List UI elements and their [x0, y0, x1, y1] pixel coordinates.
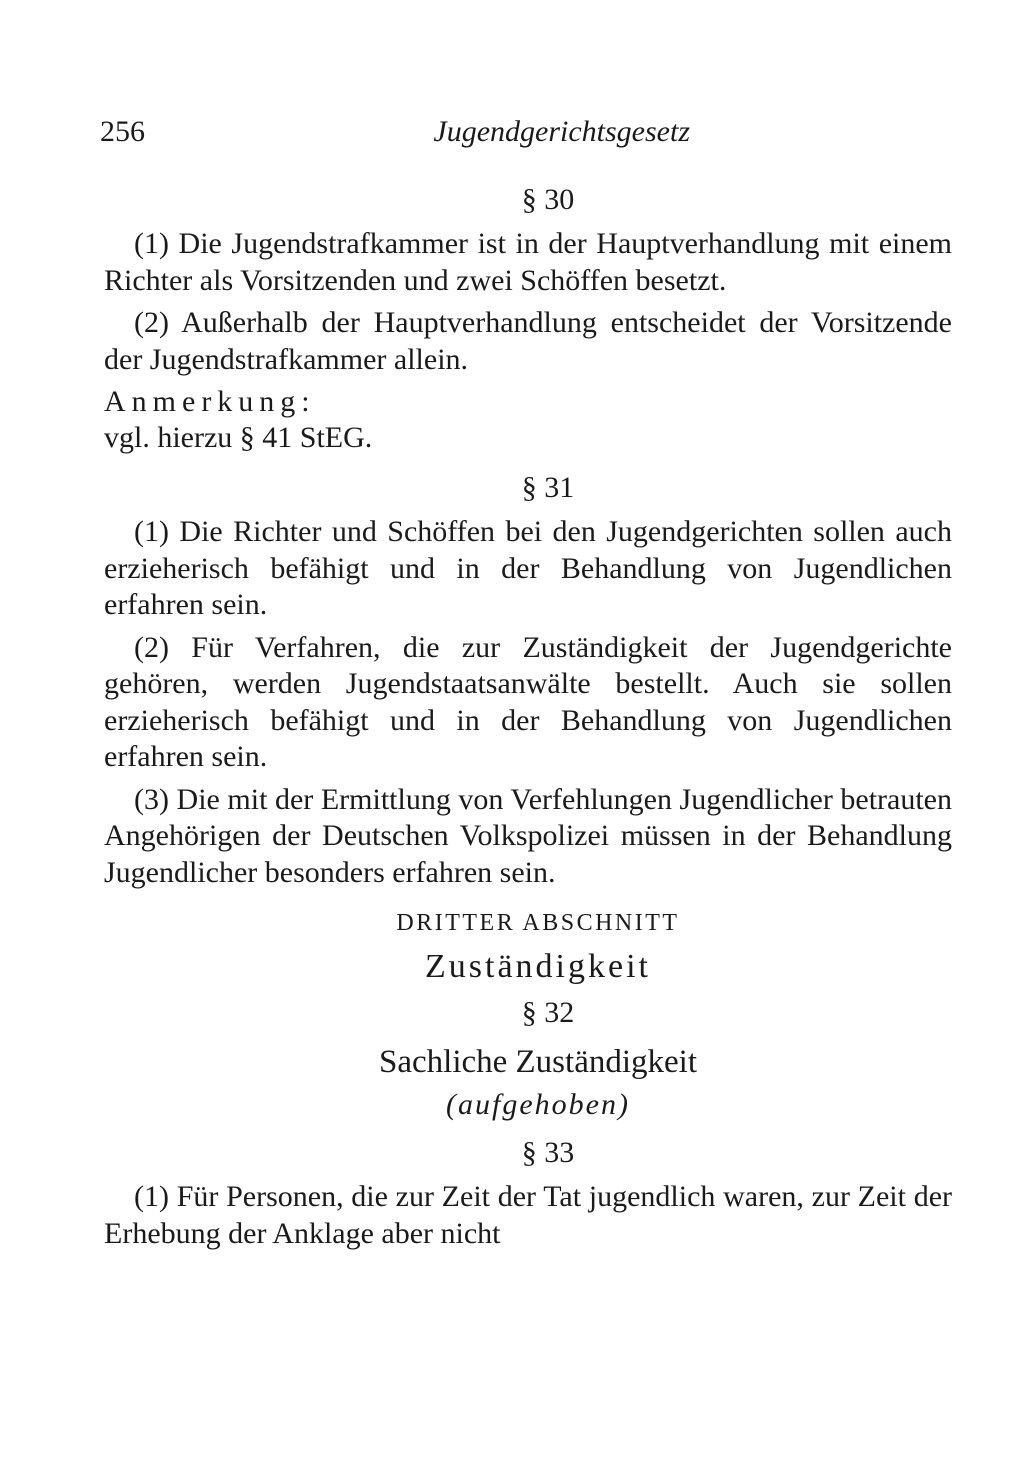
section-31-paragraph-1: (1) Die Richter und Schöffen bei den Jugendgerichten sollen auch erzieherisch befähigt und in der Behandlung von Jugendlichen erfahren sein.	[104, 515, 952, 621]
section-31-paragraph-2: (2) Für Verfahren, die zur Zuständigkeit der Jugendgerichte gehören, werden Jugendstaatsanwälte bestellt. Auch sie sollen erzieherisch befähigt und in der Behandlung von Jugendlichen erfahren sein.	[104, 630, 952, 773]
section-30-paragraph-2: (2) Außerhalb der Hauptverhandlung entscheidet der Vorsitzende der Jugendstrafkammer allein.	[104, 306, 952, 376]
section-30-heading: § 30	[521, 183, 575, 216]
page-number: 256	[100, 115, 145, 148]
chapter-title: Zuständigkeit	[425, 948, 651, 985]
annotation-text: vgl. hierzu § 41 StEG.	[104, 421, 373, 454]
page-body	[104, 178, 952, 1258]
section-32-title: Sachliche Zuständigkeit	[379, 1044, 697, 1080]
section-33-heading: § 33	[521, 1136, 575, 1169]
section-31-paragraph-3: (3) Die mit der Ermittlung von Verfehlungen Jugendlicher betrauten Angehörigen der Deutschen Volkspolizei müssen in der Behandlung Jugendlicher besonders erfahren sein.	[104, 782, 952, 889]
section-30-paragraph-1: (1) Die Jugendstrafkammer ist in der Hauptverhandlung mit einem Richter als Vorsitzenden und zwei Schöffen besetzt.	[104, 227, 952, 297]
section-33-paragraph-1: (1) Für Personen, die zur Zeit der Tat jugendlich waren, zur Zeit der Erhebung der Anklage aber nicht	[104, 1180, 952, 1250]
section-32-note: (aufgehoben)	[446, 1088, 630, 1121]
chapter-label: DRITTER ABSCHNITT	[396, 910, 680, 936]
section-32-heading: § 32	[521, 996, 575, 1029]
annotation-label: Anmerkung:	[104, 385, 316, 418]
running-title: Jugendgerichtsgesetz	[433, 115, 690, 148]
page-header	[100, 112, 690, 152]
section-31-heading: § 31	[521, 471, 575, 504]
